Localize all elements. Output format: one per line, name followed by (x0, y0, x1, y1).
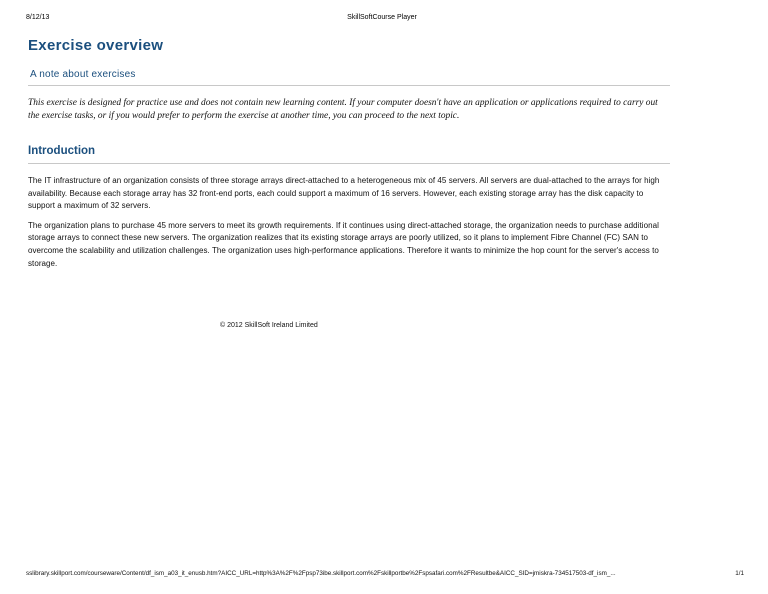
print-date: 8/12/13 (26, 14, 50, 21)
copyright-notice: © 2012 SkillSoft Ireland Limited (220, 322, 318, 329)
page-title: Exercise overview (28, 37, 164, 54)
page-number: 1/1 (735, 570, 744, 577)
print-footer (26, 570, 744, 580)
paragraph: The IT infrastructure of an organization consists of three storage arrays direct-attached to a heterogeneous mix of 45 servers. All servers are dual-attached to the arrays for high availability. Because each storage array has 32 front-end ports, each could support a maximum of 16 servers. However, each existing storage array has the disk capacity to support a maximum of 32 servers. (28, 176, 660, 211)
note-heading: A note about exercises (30, 69, 136, 80)
note-text: This exercise is designed for practice use and does not contain new learning content. If your computer doesn't have an application or applications required to carry out the exercise tasks, or if you would prefer to perform the exercise at another time, you can proceed to the next topic. (28, 98, 658, 121)
paragraph: The organization plans to purchase 45 more servers to meet its growth requirements. If it continues using direct-attached storage, the organization needs to purchase additional storage arrays to connect these new servers. The organization realizes that its existing storage arrays are poorly utilized, so it plans to implement Fibre Channel (FC) SAN to overcome the scalability and utilization challenges. The organization uses high-performance applications. Therefore it wants to minimize the hop count for the server's access to storage. (28, 220, 659, 268)
page-content (28, 37, 670, 270)
print-document-title: SkillSoftCourse Player (347, 14, 417, 21)
print-url: sslibrary.skillport.com/courseware/Content/df_ism_a03_it_enusb.htm?AICC_URL=http%3A%2F%2Fpsp73ibe.skillport.com%2Fskillportbe%2Fspsafari.com%2FResultbe&AICC_SID=jmiskra-734517503-df_ism_... (26, 570, 616, 577)
divider (28, 85, 670, 86)
divider (28, 163, 670, 164)
section-heading-introduction: Introduction (28, 145, 96, 157)
print-header (26, 14, 738, 26)
